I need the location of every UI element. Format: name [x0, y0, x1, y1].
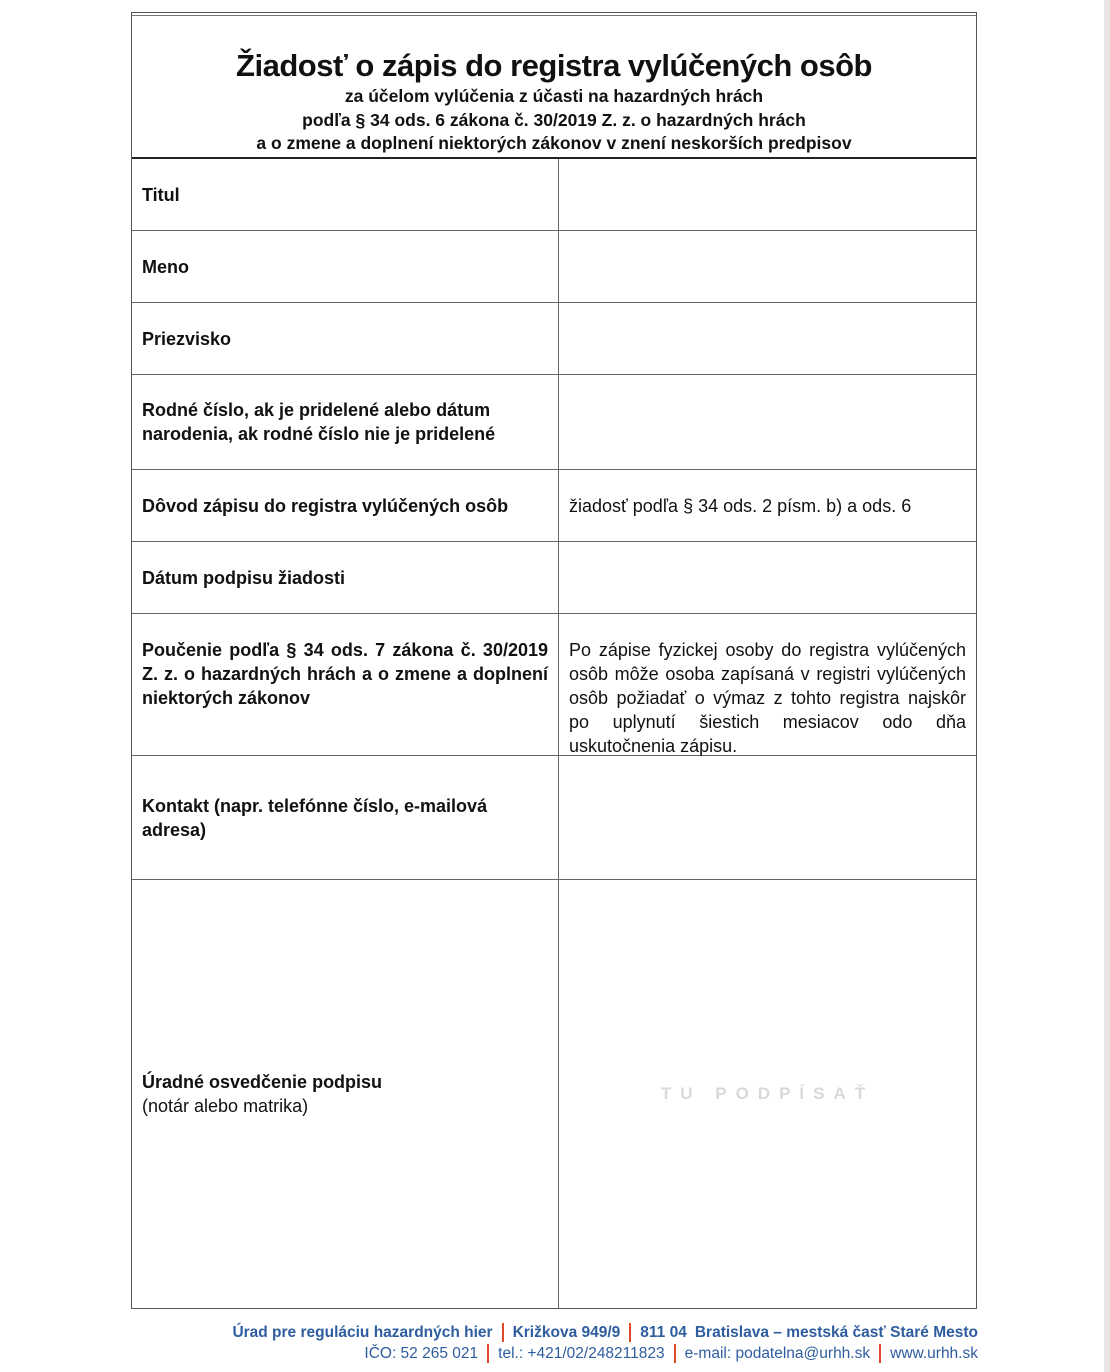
- dovod-zapisu-label: Dôvod zápisu do registra vylúčených osôb: [142, 495, 509, 516]
- titul-field[interactable]: [559, 159, 976, 230]
- form-title: Žiadosť o zápis do registra vylúčených osôb: [236, 48, 872, 83]
- footer-street: Križkova 949/9: [512, 1324, 621, 1341]
- datum-podpisu-field[interactable]: [559, 542, 976, 613]
- titul-label: Titul: [142, 184, 180, 205]
- kontakt-field[interactable]: [559, 756, 976, 879]
- footer-org: Úrad pre reguláciu hazardných hier: [232, 1324, 493, 1341]
- form-subtitle-line-2: podľa § 34 ods. 6 zákona č. 30/2019 Z. z. o hazardných hrách: [302, 109, 806, 130]
- row-kontakt: [132, 756, 976, 880]
- footer-separator: [674, 1344, 676, 1363]
- row-meno: [132, 231, 976, 303]
- form-header: [132, 13, 976, 159]
- footer-separator: [629, 1323, 631, 1342]
- poucenie-value: [559, 614, 976, 755]
- signature-area[interactable]: [559, 880, 976, 1308]
- meno-field[interactable]: [559, 231, 976, 302]
- kontakt-label: Kontakt (napr. telefónne číslo, e-mailová adresa): [142, 795, 488, 840]
- footer-tel: tel.: +421/02/248211823: [498, 1345, 665, 1362]
- page-edge: [1104, 0, 1110, 1372]
- rodne-cislo-field[interactable]: [559, 375, 976, 469]
- row-datum-podpisu: [132, 542, 976, 614]
- row-poucenie: [132, 614, 976, 756]
- sign-here-watermark: TU PODPÍSAŤ: [660, 1084, 875, 1103]
- footer-email[interactable]: e-mail: podatelna@urhh.sk: [684, 1345, 871, 1362]
- footer: [200, 1322, 978, 1364]
- form-subtitle-line-1: za účelom vylúčenia z účasti na hazardných hrách: [344, 86, 764, 106]
- footer-line-contact: [200, 1343, 978, 1364]
- meno-label: Meno: [142, 256, 189, 277]
- osvedcenie-label: [132, 880, 558, 1308]
- row-titul: [132, 159, 976, 231]
- form-subtitle-line-3: a o zmene a doplnení niektorých zákonov v znení neskorších predpisov: [256, 133, 852, 153]
- priezvisko-label: Priezvisko: [142, 328, 232, 349]
- footer-city: Bratislava – mestská časť Staré Mesto: [694, 1324, 978, 1341]
- osvedcenie-sublabel: (notár alebo matrika): [142, 1096, 309, 1116]
- row-rodne-cislo: [132, 375, 976, 470]
- footer-separator: [879, 1344, 881, 1363]
- footer-ico: IČO: 52 265 021: [364, 1345, 479, 1362]
- rodne-cislo-label: Rodné číslo, ak je pridelené alebo dátum narodenia, ak rodné číslo nie je pridelené: [142, 400, 496, 444]
- footer-separator: [502, 1323, 504, 1342]
- footer-separator: [487, 1344, 489, 1363]
- poucenie-label: [132, 614, 558, 755]
- osvedcenie-label-text: Úradné osvedčenie podpisu: [142, 1072, 383, 1092]
- footer-line-address: [200, 1322, 978, 1343]
- poucenie-label-text: Poučenie podľa § 34 ods. 7 zákona č. 30/2019 Z. z. o hazardných hrách a o zmene a doplnení niektorých zákonov: [142, 640, 548, 708]
- priezvisko-field[interactable]: [559, 303, 976, 374]
- datum-podpisu-label: Dátum podpisu žiadosti: [142, 567, 346, 588]
- poucenie-value-text: Po zápise fyzickej osoby do registra vylúčených osôb môže osoba zapísaná v registri vylúčených osôb požiadať o výmaz z tohto registra najskôr po uplynutí šiestich mesiacov odo dňa uskutočnenia zápisu.: [569, 640, 966, 756]
- footer-web[interactable]: www.urhh.sk: [890, 1345, 978, 1362]
- application-form: [131, 12, 977, 1309]
- row-priezvisko: [132, 303, 976, 375]
- row-dovod-zapisu: [132, 470, 976, 542]
- footer-postal: 811 04: [640, 1324, 687, 1341]
- dovod-zapisu-value: žiadosť podľa § 34 ods. 2 písm. b) a ods. 6: [569, 495, 912, 516]
- row-osvedcenie-podpisu: [132, 880, 976, 1308]
